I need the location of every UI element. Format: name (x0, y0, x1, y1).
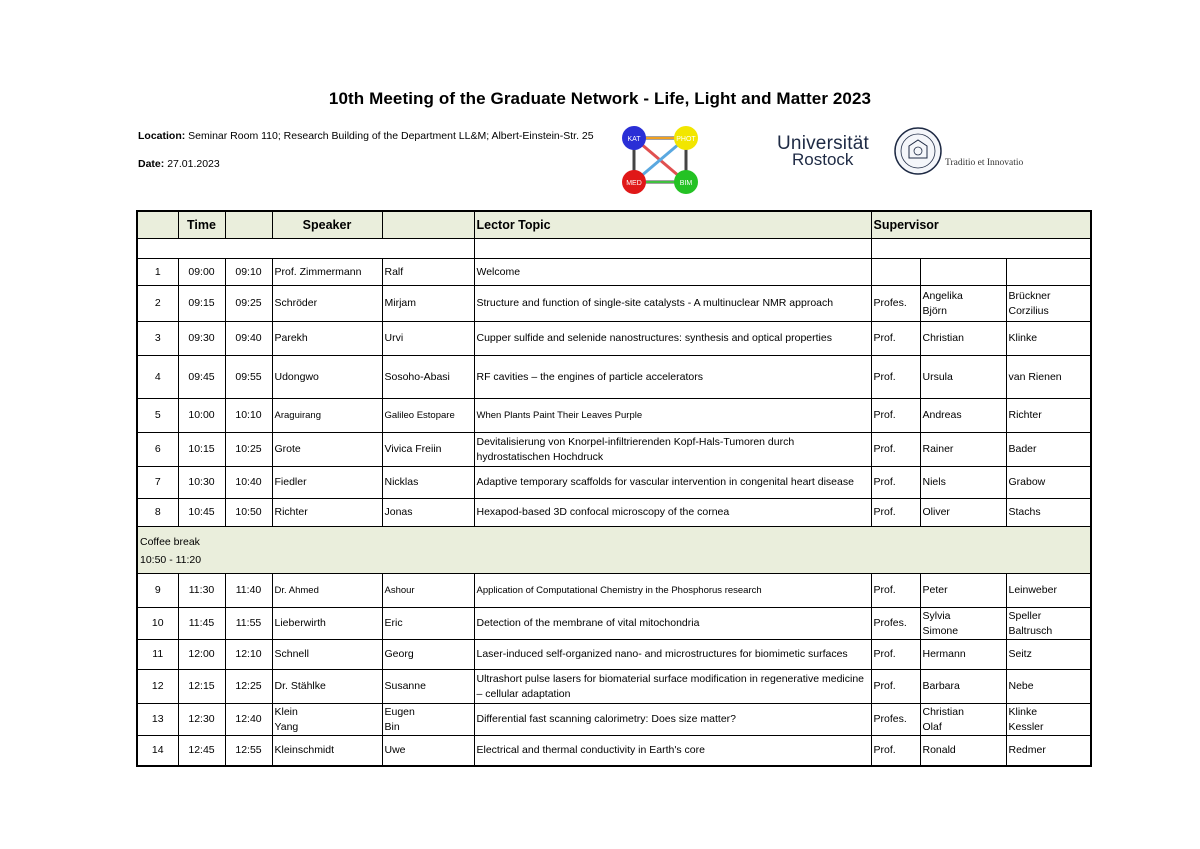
lector-topic: Cupper sulfide and selenide nanostructures: synthesis and optical properties (474, 322, 871, 356)
supervisor-first-name: Andreas (920, 399, 1006, 433)
speaker-last-name: Kleinschmidt (272, 736, 382, 766)
supervisor-last-name: Richter (1006, 399, 1091, 433)
end-time: 10:50 (225, 499, 272, 527)
end-time: 11:40 (225, 574, 272, 608)
speaker-first-name: Jonas (382, 499, 474, 527)
date-line (138, 158, 220, 170)
header-cell-first (382, 211, 474, 239)
schedule-table (136, 210, 1092, 767)
end-time: 12:40 (225, 704, 272, 736)
row-number: 2 (137, 286, 178, 322)
row-number: 1 (137, 259, 178, 286)
supervisor-title: Prof. (871, 399, 920, 433)
table-row (137, 399, 1091, 433)
table-row (137, 433, 1091, 467)
supervisor-last-name: Stachs (1006, 499, 1091, 527)
lector-topic: RF cavities – the engines of particle accelerators (474, 356, 871, 399)
speaker-last-name: Dr. Stählke (272, 670, 382, 704)
end-time: 09:10 (225, 259, 272, 286)
coffee-break-row (137, 527, 1091, 574)
speaker-first-name: Eugen Bin (382, 704, 474, 736)
lector-topic: Welcome (474, 259, 871, 286)
speaker-first-name: Georg (382, 640, 474, 670)
end-time: 10:40 (225, 467, 272, 499)
lector-topic: Application of Computational Chemistry in the Phosphorus research (474, 574, 871, 608)
header-cell-num (137, 211, 178, 239)
speaker-first-name: Ashour (382, 574, 474, 608)
supervisor-first-name: Barbara (920, 670, 1006, 704)
end-time: 12:55 (225, 736, 272, 766)
coffee-break-time: 10:50 - 11:20 (140, 554, 202, 566)
lector-topic: Ultrashort pulse lasers for biomaterial surface modification in regenerative medicine – cellular adaptation (474, 670, 871, 704)
row-number: 12 (137, 670, 178, 704)
lector-topic: Laser-induced self-organized nano- and microstructures for biomimetic surfaces (474, 640, 871, 670)
end-time: 09:25 (225, 286, 272, 322)
supervisor-first-name: Ronald (920, 736, 1006, 766)
supervisor-last-name: Bader (1006, 433, 1091, 467)
table-row (137, 736, 1091, 766)
speaker-last-name: Udongwo (272, 356, 382, 399)
supervisor-last-name: Brückner Corzilius (1006, 286, 1091, 322)
network-logo (612, 122, 716, 200)
row-number: 3 (137, 322, 178, 356)
logo-label-phot: PHOT (676, 136, 696, 143)
lector-topic: When Plants Paint Their Leaves Purple (474, 399, 871, 433)
page-title: 10th Meeting of the Graduate Network - Life, Light and Matter 2023 (328, 89, 872, 108)
row-number: 9 (137, 574, 178, 608)
logo-label-bim: BIM (679, 180, 693, 187)
table-header-row (137, 211, 1091, 239)
lector-topic: Differential fast scanning calorimetry: Does size matter? (474, 704, 871, 736)
university-city: Rostock (792, 150, 854, 169)
speaker-first-name: Sosoho-Abasi (382, 356, 474, 399)
speaker-last-name: Schnell (272, 640, 382, 670)
start-time: 12:30 (178, 704, 225, 736)
header-topic: Lector Topic (474, 211, 871, 239)
supervisor-first-name: Christian (920, 322, 1006, 356)
table-row (137, 670, 1091, 704)
table-row (137, 467, 1091, 499)
header-cell-end (225, 211, 272, 239)
supervisor-first-name: Ursula (920, 356, 1006, 399)
supervisor-title: Profes. (871, 704, 920, 736)
supervisor-last-name: Klinke (1006, 322, 1091, 356)
start-time: 12:15 (178, 670, 225, 704)
speaker-first-name: Urvi (382, 322, 474, 356)
speaker-last-name: Schröder (272, 286, 382, 322)
supervisor-title: Prof. (871, 670, 920, 704)
location-line (138, 130, 594, 142)
row-number: 7 (137, 467, 178, 499)
start-time: 09:45 (178, 356, 225, 399)
table-row (137, 356, 1091, 399)
lector-topic: Hexapod-based 3D confocal microscopy of the cornea (474, 499, 871, 527)
coffee-break-cell (137, 527, 1091, 574)
university-word: Universität (777, 133, 869, 154)
end-time: 12:10 (225, 640, 272, 670)
end-time: 11:55 (225, 608, 272, 640)
start-time: 09:15 (178, 286, 225, 322)
supervisor-title: Prof. (871, 640, 920, 670)
speaker-last-name: Prof. Zimmermann (272, 259, 382, 286)
logo-label-med: MED (626, 180, 642, 187)
supervisor-last-name: Leinweber (1006, 574, 1091, 608)
supervisor-last-name: Nebe (1006, 670, 1091, 704)
supervisor-last-name: Klinke Kessler (1006, 704, 1091, 736)
blank-row (137, 239, 1091, 259)
start-time: 11:30 (178, 574, 225, 608)
supervisor-first-name (920, 259, 1006, 286)
supervisor-title: Prof. (871, 433, 920, 467)
location-value: Seminar Room 110; Research Building of the Department LL&M; Albert-Einstein-Str. 25 (188, 130, 594, 142)
supervisor-first-name: Sylvia Simone (920, 608, 1006, 640)
supervisor-title: Prof. (871, 322, 920, 356)
supervisor-last-name: Speller Baltrusch (1006, 608, 1091, 640)
speaker-last-name: Parekh (272, 322, 382, 356)
supervisor-first-name: Oliver (920, 499, 1006, 527)
start-time: 10:00 (178, 399, 225, 433)
speaker-last-name: Araguirang (272, 399, 382, 433)
supervisor-last-name: Redmer (1006, 736, 1091, 766)
supervisor-title: Prof. (871, 736, 920, 766)
supervisor-first-name: Rainer (920, 433, 1006, 467)
lector-topic: Electrical and thermal conductivity in Earth's core (474, 736, 871, 766)
speaker-first-name: Uwe (382, 736, 474, 766)
start-time: 12:45 (178, 736, 225, 766)
supervisor-last-name: van Rienen (1006, 356, 1091, 399)
speaker-first-name: Mirjam (382, 286, 474, 322)
row-number: 8 (137, 499, 178, 527)
row-number: 6 (137, 433, 178, 467)
row-number: 10 (137, 608, 178, 640)
supervisor-title: Prof. (871, 467, 920, 499)
location-label: Location: (138, 130, 186, 142)
lector-topic: Detection of the membrane of vital mitochondria (474, 608, 871, 640)
university-logo (777, 134, 889, 167)
header-supervisor: Supervisor (871, 211, 1091, 239)
start-time: 10:15 (178, 433, 225, 467)
table-row (137, 640, 1091, 670)
table-row (137, 574, 1091, 608)
table-row (137, 704, 1091, 736)
supervisor-first-name: Peter (920, 574, 1006, 608)
university-seal-icon (893, 126, 943, 176)
start-time: 09:30 (178, 322, 225, 356)
supervisor-title (871, 259, 920, 286)
end-time: 12:25 (225, 670, 272, 704)
speaker-last-name: Grote (272, 433, 382, 467)
supervisor-first-name: Niels (920, 467, 1006, 499)
table-row (137, 259, 1091, 286)
supervisor-title: Profes. (871, 286, 920, 322)
table-row (137, 499, 1091, 527)
speaker-first-name: Galileo Estopare (382, 399, 474, 433)
speaker-last-name: Lieberwirth (272, 608, 382, 640)
supervisor-title: Prof. (871, 499, 920, 527)
supervisor-last-name: Grabow (1006, 467, 1091, 499)
speaker-last-name: Dr. Ahmed (272, 574, 382, 608)
table-row (137, 322, 1091, 356)
start-time: 09:00 (178, 259, 225, 286)
row-number: 5 (137, 399, 178, 433)
supervisor-first-name: Angelika Björn (920, 286, 1006, 322)
lector-topic: Structure and function of single-site catalysts - A multinuclear NMR approach (474, 286, 871, 322)
logo-label-kat: KAT (627, 136, 641, 143)
supervisor-title: Prof. (871, 574, 920, 608)
row-number: 14 (137, 736, 178, 766)
row-number: 13 (137, 704, 178, 736)
start-time: 12:00 (178, 640, 225, 670)
speaker-last-name: Klein Yang (272, 704, 382, 736)
header-time: Time (178, 211, 225, 239)
coffee-break-label: Coffee break (140, 536, 200, 548)
supervisor-first-name: Christian Olaf (920, 704, 1006, 736)
supervisor-title: Prof. (871, 356, 920, 399)
end-time: 10:10 (225, 399, 272, 433)
supervisor-last-name: Seitz (1006, 640, 1091, 670)
speaker-first-name: Eric (382, 608, 474, 640)
speaker-last-name: Richter (272, 499, 382, 527)
university-motto: Traditio et Innovatio (945, 158, 1024, 168)
supervisor-title: Profes. (871, 608, 920, 640)
speaker-first-name: Ralf (382, 259, 474, 286)
date-label: Date: (138, 158, 165, 170)
start-time: 11:45 (178, 608, 225, 640)
date-value: 27.01.2023 (167, 158, 220, 170)
speaker-first-name: Nicklas (382, 467, 474, 499)
end-time: 09:40 (225, 322, 272, 356)
lector-topic: Adaptive temporary scaffolds for vascular intervention in congenital heart disease (474, 467, 871, 499)
header-speaker: Speaker (272, 211, 382, 239)
row-number: 11 (137, 640, 178, 670)
end-time: 10:25 (225, 433, 272, 467)
row-number: 4 (137, 356, 178, 399)
end-time: 09:55 (225, 356, 272, 399)
supervisor-first-name: Hermann (920, 640, 1006, 670)
table-row (137, 286, 1091, 322)
speaker-first-name: Vivica Freiin (382, 433, 474, 467)
table-row (137, 608, 1091, 640)
speaker-first-name: Susanne (382, 670, 474, 704)
supervisor-last-name (1006, 259, 1091, 286)
speaker-last-name: Fiedler (272, 467, 382, 499)
lector-topic: Devitalisierung von Knorpel-infiltrierenden Kopf-Hals-Tumoren durch hydrostatischen Hochdruck (474, 433, 871, 467)
start-time: 10:45 (178, 499, 225, 527)
start-time: 10:30 (178, 467, 225, 499)
